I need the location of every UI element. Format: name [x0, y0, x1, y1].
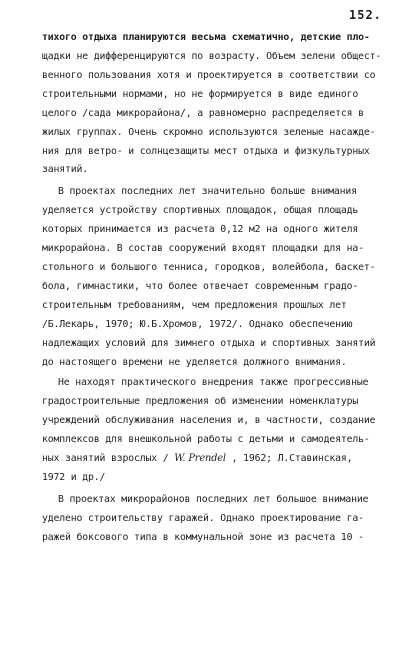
text-line: стольного и большого тенниса, городков, волейбола, баскет- — [42, 262, 376, 273]
text-line: уделено строительству гаражей. Однако проектирование га- — [42, 513, 364, 524]
text-line: строительными нормами, но не формируется в виде единого — [42, 89, 359, 100]
text-line: В проектах последних лет значительно больше внимания — [58, 186, 357, 197]
text-line: до настоящего времени не уделяется должного внимания. — [42, 357, 347, 368]
text-line: строительным требованиям, чем предложения прошлых лет — [42, 300, 347, 311]
text-line: ражей боксового типа в коммунальной зоне из расчета 10 - — [42, 532, 364, 543]
text-line: бола, гимнастики, что более отвечает современным градо- — [42, 281, 359, 292]
text-line: комплексов для внешкольной работы с детьми и самодеятель- — [42, 434, 370, 445]
text-line: венного пользования хотя и проектируется в соответствии со — [42, 70, 376, 81]
text-line: занятий. — [42, 164, 88, 175]
text-line: тихого отдыха планируются весьма схематично, детские пло- — [42, 32, 370, 43]
text-line — [42, 452, 352, 466]
page-number: 152. — [349, 8, 382, 22]
text-line: целого /сада микрорайона/, а равномерно распределяется в — [42, 108, 364, 119]
text-fragment: , 1962; Л.Ставинская, — [225, 453, 353, 464]
text-line: учреждений обслуживания населения и, в частности, создание — [42, 415, 376, 426]
text-line: уделяется устройству спортивных площадок, общая площадь — [42, 205, 359, 216]
text-line: Не находят практического внедрения также прогрессивные — [58, 377, 369, 388]
text-line: щадки не дифференцируются по возрасту. Объем зелени общест- — [42, 51, 382, 62]
text-line: 1972 и др./ — [42, 472, 106, 483]
text-line: жилых группах. Очень скромно используются зеленые насажде- — [42, 127, 376, 138]
text-line: /Б.Лекарь, 1970; Ю.Б.Хромов, 1972/. Однако обеспечению — [42, 319, 353, 330]
handwritten-name: W. Prendel — [174, 453, 226, 464]
text-line: которых принимается из расчета 0,12 м2 на одного жителя — [42, 224, 359, 235]
text-line: ния для ветро- и солнцезащиты мест отдыха и физкультурных — [42, 146, 370, 157]
text-line: В проектах микрорайонов последних лет большое внимание — [58, 494, 369, 505]
text-line: надлежащих условий для зимнего отдыха и спортивных занятий — [42, 338, 376, 349]
text-line: микрорайона. В состав сооружений входят площадки для на- — [42, 243, 364, 254]
text-fragment: ных занятий взрослых / — [42, 453, 175, 464]
text-line: градостроительные предложения об изменении номенклатуры — [42, 396, 359, 407]
